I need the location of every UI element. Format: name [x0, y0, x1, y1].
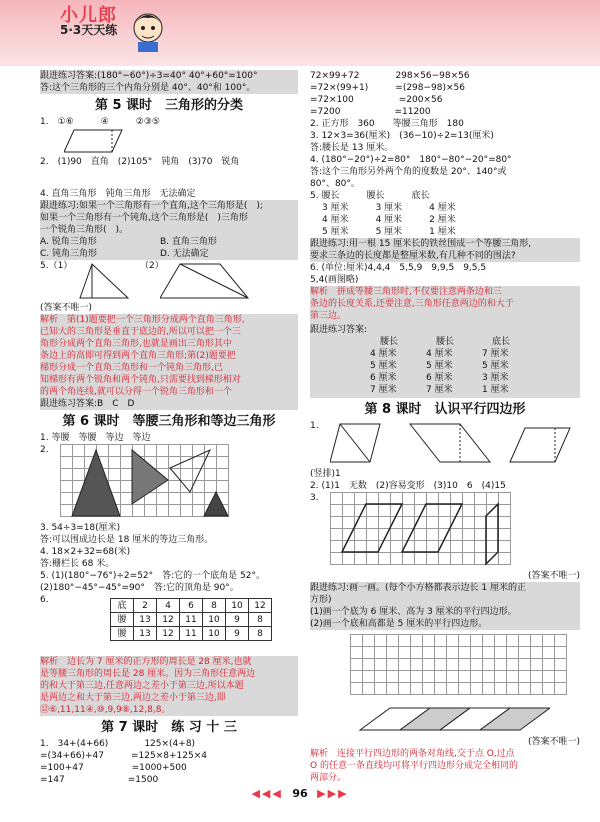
answer-line: 2. (1)90 直角 (2)105° 钝角 (3)70 锐角 — [40, 157, 240, 167]
answer-line: 4. 直角三角形 钝角三角形 无法确定 — [40, 189, 196, 199]
answer-line: 3. 54÷3=18(厘米) — [40, 523, 121, 533]
answer-line: 2. (1)1 无数 (2)容易变形 (3)10 6 (4)15 — [310, 481, 506, 491]
left-column — [40, 70, 298, 786]
answer-line: 4. (180°−20°)÷2=80° 180°−80°−20°=80° — [310, 155, 512, 165]
calc-line: =7200 =11200 — [310, 107, 431, 117]
side-length-table — [110, 598, 272, 641]
answer-label: 2. — [40, 445, 49, 455]
page-footer — [0, 788, 600, 800]
practice-answer: 跟进练习答案:B C D — [40, 398, 298, 410]
parallelogram-drawings — [330, 492, 512, 566]
calc-line: 72×99+72 298×56−98×56 — [310, 71, 470, 81]
analysis-line: 解析 拼成等腰三角形时,不仅要注意两条边和三 — [310, 286, 580, 298]
analysis-line: 解析 第(1)题要把一个三角形分成两个直角三角形, — [40, 314, 298, 326]
practice-line: (2)画一个底和高都是 5 厘米的平行四边形。 — [310, 618, 580, 630]
answer-line: 1. ①⑥ ④ ②③⑤ — [40, 117, 160, 127]
answer-3-row — [310, 492, 580, 570]
answer-line: (竖排)1 — [310, 469, 341, 479]
option-b: B. 直角三角形 — [160, 237, 217, 247]
analysis-line: 的两个角连线,就可以分得一个锐角三角形和一个 — [40, 386, 298, 398]
answer-line: 5,4(画图略) — [310, 275, 359, 285]
table-row: 底 2 4 6 8 10 12 — [111, 599, 272, 613]
triangle-drawings — [60, 444, 230, 518]
analysis-line: 已知大的三角形是垂直于底边的,所以可以把一个三 — [40, 326, 298, 338]
calc-line: =72×100 =200×56 — [310, 95, 443, 105]
answer-line: 80°、80°。 — [310, 179, 360, 189]
practice-line: 要求三条边的长度都是整厘米数,有几种不同的围法? — [310, 250, 580, 262]
analysis-line: 条边的长度关系,还要注意,三角形任意两边的和大于 — [310, 298, 580, 310]
practice-line: 跟进练习:如果一个三角形有一个直角,这个三角形是( ); — [40, 200, 298, 212]
drawing-grid — [350, 634, 567, 695]
tiling-figure — [350, 704, 550, 734]
answer-line: 3 厘米 3 厘米 4 厘米 — [322, 203, 456, 213]
analysis-line: 两部分。 — [310, 773, 347, 783]
practice-line: 如果一个三角形有一个钝角,这个三角形是( )三角形 — [40, 212, 298, 224]
answer-line: (2)180°−45°−45°=90° 答:它的顶角是 90°。 — [40, 583, 239, 593]
table-row: 腰 13 12 11 10 9 8 — [111, 613, 272, 627]
answer-line: 答:这个三角形的三个内角分别是 40°、40°和 100°。 — [40, 82, 298, 94]
calc-line: =72×(99+1) =(298−98)×56 — [310, 83, 466, 93]
note-text: (答案不唯一) — [527, 571, 580, 581]
answer-label: 1. — [310, 421, 319, 431]
analysis-line: 是等腰三角形的周长是 28 厘米。因为三角形任意两边 — [40, 668, 298, 680]
answer-1-row — [310, 420, 580, 468]
practice-answer-block — [310, 322, 580, 398]
table-row: 5 厘米 5 厘米 5 厘米 — [370, 361, 509, 371]
mascot-icon — [128, 6, 168, 54]
answer-label: （2） — [140, 261, 164, 271]
analysis-line: 条边上的高即可得到两个直角三角形;第(2)题要把 — [40, 350, 298, 362]
option-row — [40, 248, 298, 260]
answer-2-row — [40, 128, 298, 156]
calc-line: =(34+66)+47 =125×8+125×4 — [40, 751, 207, 761]
answer-line: 跟进练习答案:(180°−60°)÷3=40° 40°+60°=100° — [40, 70, 298, 82]
next-arrows-icon: ▶▶▶ — [317, 787, 349, 800]
practice-line: 跟进练习:画一画。(每个小方格都表示边长 1 厘米的正 — [310, 582, 580, 594]
calc-line: 1. 34+(4+66) 125×(4+8) — [40, 739, 196, 749]
analysis-line: 角形分成两个直角三角形,也就是画出三角形其中 — [40, 338, 298, 350]
brand-name: 小儿郎 — [60, 5, 117, 26]
answer-line: 答:腰长是 13 厘米。 — [310, 143, 394, 153]
brand-logo — [60, 5, 118, 37]
lesson-5-title: 第 5 课时 三角形的分类 — [94, 98, 244, 113]
table-row: 腰 13 12 11 10 9 8 — [111, 627, 272, 641]
page-number: 96 — [292, 787, 308, 800]
right-column — [310, 70, 580, 784]
analysis-line: 第三边。 — [310, 310, 580, 322]
answer-line: 答:可以围成边长是 18 厘米的等边三角形。 — [40, 535, 214, 545]
table-row: 6 厘米 6 厘米 3 厘米 — [370, 373, 509, 383]
parallelogram-figures — [330, 420, 580, 466]
answer-line: 5 厘米 5 厘米 1 厘米 — [322, 227, 456, 237]
note-text: (答案不唯一) — [527, 737, 580, 747]
option-d: D. 无法确定 — [160, 249, 209, 259]
brand-sub: 5·3天天练 — [60, 23, 118, 37]
table-row: 4 厘米 4 厘米 7 厘米 — [370, 349, 509, 359]
answer-table-head: 腰长 腰长 底长 — [380, 337, 511, 347]
practice-line: (1)画一个底为 6 厘米、高为 3 厘米的平行四边形。 — [310, 606, 580, 618]
option-a: A. 锐角三角形 — [40, 237, 97, 247]
triangle-figure — [70, 262, 130, 300]
practice-line: 方形) — [310, 594, 580, 606]
practice-line: 跟进练习:用一根 15 厘米长的铁丝围成一个等腰三角形, — [310, 238, 580, 250]
analysis-line: 梯形分成一个直角三角形和一个钝角三角形,已 — [40, 362, 298, 374]
answer-line: 5. (1)(180°−76°)÷2=52° 答:它的一个底角是 52°。 — [40, 571, 265, 581]
trapezoid-figure — [160, 262, 250, 300]
option-row — [40, 236, 298, 248]
analysis-line: O 的任意一条直线均可将平行四边形分成完全相同的 — [310, 761, 518, 771]
answer-5-row — [40, 260, 298, 302]
analysis-line: 知梯形有两个锐角和两个钝角,只需要找到梯形相对 — [40, 374, 298, 386]
analysis-line: 解析 边长为 7 厘米的正方形的周长是 28 厘米,也就 — [40, 656, 298, 668]
answer-line: 1. 等腰 等腰 等边 等边 — [40, 433, 151, 443]
lesson-8-title: 第 8 课时 认识平行四边形 — [364, 402, 526, 417]
practice-answer: 跟进练习答案: — [310, 325, 368, 335]
practice-grid-row — [310, 630, 580, 704]
answer-label: 5.（1） — [40, 261, 73, 271]
analysis-line: 解析 连接平行四边形的两条对角线,交于点 O,过点 — [310, 749, 515, 759]
analysis-line: 的和大于第三边,任意两边之差小于第三边,所以本题 — [40, 680, 298, 692]
parallelogram-figure — [64, 128, 124, 154]
answer-6-row — [40, 594, 298, 656]
answer-line: 5. 腰长 腰长 底长 — [310, 191, 430, 201]
analysis-line: 是两边之和大于第三边,两边之差小于第三边,即 — [40, 692, 298, 704]
option-c: C. 钝角三角形 — [40, 249, 98, 259]
table-row: 7 厘米 7 厘米 1 厘米 — [370, 385, 509, 395]
answer-line: 4 厘米 4 厘米 2 厘米 — [322, 215, 456, 225]
answer-label: 3. — [310, 493, 319, 503]
answer-line: 答:这个三角形另外两个角的度数是 20°、140°或 — [310, 167, 507, 177]
calc-line: =147 =1500 — [40, 775, 159, 785]
answer-label: 6. — [40, 595, 49, 605]
answer-line: 6. (单位:厘米)4,4,4 5,5,9 9,9,5 9,5,5 — [310, 263, 487, 273]
answer-4-row — [310, 704, 580, 736]
note-text: (答案不唯一) — [40, 303, 93, 313]
calc-line: =100+47 =1000+500 — [40, 763, 187, 773]
lesson-7-title: 第 7 课时 练 习 十 三 — [101, 720, 237, 735]
practice-line: 一个锐角三角形( )。 — [40, 224, 298, 236]
lesson-6-title: 第 6 课时 等腰三角形和等边三角形 — [62, 414, 276, 429]
answer-line: 3. 12×3=36(厘米) (36−10)÷2=13(厘米) — [310, 131, 494, 141]
prev-arrows-icon: ◀◀◀ — [251, 787, 283, 800]
answer-line: 2. 正方形 360 等腰三角形 180 — [310, 119, 464, 129]
answer-2-grid-row — [40, 444, 298, 522]
answer-line: 4. 18×2+32=68(米) — [40, 547, 131, 557]
analysis-line: ⑫⑥,11,11④,⑩,9,9⑧,12,8,8。 — [40, 704, 298, 716]
answer-line: 答:栅栏长 68 米。 — [40, 559, 115, 569]
